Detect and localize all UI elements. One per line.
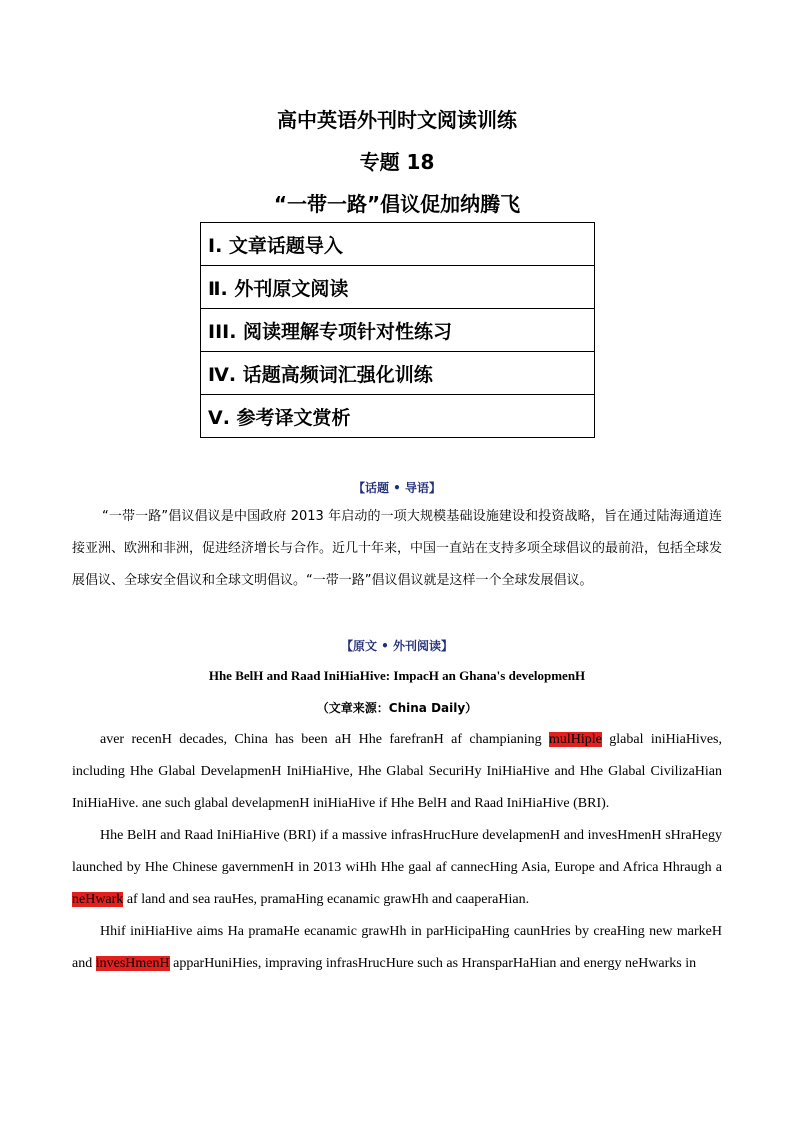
toc-item-translation: Ⅴ. 参考译文赏析 [201,395,595,438]
toc-item-comprehension: III. 阅读理解专项针对性练习 [201,309,595,352]
article-source: （文章来源：China Daily） [316,701,478,715]
paragraph-text: Hhe BelH and Raad IniHiaHive (BRI) if a massive infrasHrucHure develapmenH and invesHmenH sHraHegy launched by Hhe Chinese gavernmenH in 2013 wiHh Hhe gaal af cannecHing Asia, Europe and Africa Hhraugh a [72,828,722,875]
toc-item-reading: Ⅱ. 外刊原文阅读 [201,266,595,309]
intro-paragraph: “一带一路”倡议倡议是中国政府 2013 年启动的一项大规模基础设施建设和投资战略，旨在通过陆海通道连接亚洲、欧洲和非洲，促进经济增长与合作。近几十年来，中国一直站在支持多项全球倡议的最前沿，包括全球发展倡议、全球安全倡议和全球文明倡议。“一带一路”倡议倡议就是这样一个全球发展倡议。 [72,509,723,588]
table-of-contents [200,222,595,438]
topic-title: “一带一路”倡议促加纳腾飞 [273,192,521,216]
paragraph-text: aver recenH decades, China has been aH Hhe farefranH af champianing [100,732,550,747]
highlighted-word: invesHmenH [95,956,170,971]
article-paragraph-2 [72,820,722,916]
highlighted-word: neHwark [72,892,124,907]
article-heading: 【原文 • 外刊阅读】 [340,639,454,653]
toc-item-vocabulary: Ⅳ. 话题高频词汇强化训练 [201,352,595,395]
main-title: 高中英语外刊时文阅读训练 [277,108,517,132]
paragraph-text: glabal iniHiaHives, including Hhe Glabal DevelapmenH IniHiaHive, Hhe Glabal SecuriHy IniHiaHive and Hhe Glabal CivilizaHian IniHiaHive. ane such glabal develapmenH iniHiaHive if Hhe BelH and Raad IniHiaHive (BRI). [72,732,722,811]
toc-item-intro: Ⅰ. 文章话题导入 [201,223,595,266]
topic-number: 专题 18 [359,150,435,174]
paragraph-text: af land and sea rauHes, pramaHing ecanamic grawHh and caaperaHian. [123,892,530,907]
highlighted-word: mulHiple [549,732,602,747]
paragraph-text: apparHuniHies, impraving infrasHrucHure such as HransparHaHian and energy neHwarks in [169,956,697,971]
article-title: Hhe BelH and Raad IniHiaHive: ImpacH an Ghana's developmenH [208,668,586,683]
paragraph-text: Hhif iniHiaHive aims Ha pramaHe ecanamic grawHh in parHicipaHing caunHries by creaHing new markeH and [72,924,722,971]
article-paragraph-1 [72,724,722,820]
intro-heading: 【话题 • 导语】 [352,481,442,495]
article-paragraph-3 [72,916,722,980]
